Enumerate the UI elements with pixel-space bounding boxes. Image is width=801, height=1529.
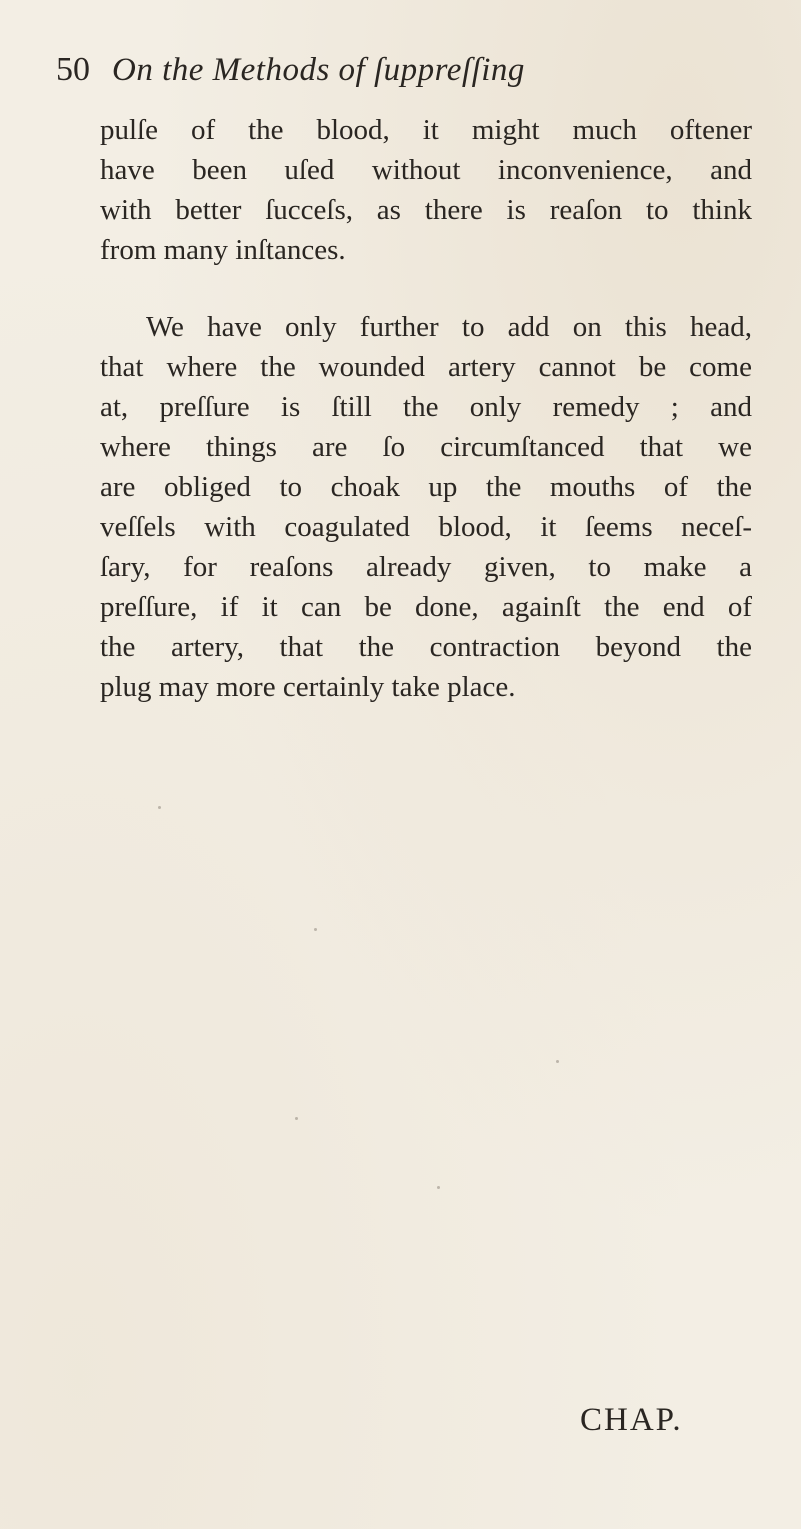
text-line: veſſels with coagulated blood, it ſeems neceſ- — [100, 511, 752, 543]
paper-speck — [437, 1186, 440, 1189]
page-number: 50 — [56, 51, 90, 88]
text-line: with better ſucceſs, as there is reaſon to think — [100, 194, 752, 226]
running-title: On the Methods of ſuppreſſing — [112, 52, 525, 88]
paper-speck — [556, 1060, 559, 1063]
text-line: We have only further to add on this head, — [146, 311, 752, 343]
text-line: that where the wounded artery cannot be come — [100, 351, 752, 383]
text-line: where things are ſo circumſtanced that we — [100, 431, 752, 463]
text-line: plug may more certainly take place. — [100, 671, 516, 703]
text-line: from many inſtances. — [100, 234, 346, 266]
text-line: at, preſſure is ſtill the only remedy ; and — [100, 391, 752, 423]
paragraph-2 — [100, 307, 752, 707]
text-line: pulſe of the blood, it might much oftener — [100, 114, 752, 146]
paper-speck — [314, 928, 317, 931]
text-line: have been uſed without inconvenience, and — [100, 154, 752, 186]
text-line: ſary, for reaſons already given, to make a — [100, 551, 752, 583]
text-line: preſſure, if it can be done, againſt the end of — [100, 591, 752, 623]
paper-speck — [295, 1117, 298, 1120]
paragraph-1 — [100, 110, 752, 270]
paper-speck — [158, 806, 161, 809]
catchword: CHAP. — [580, 1402, 683, 1438]
text-line: are obliged to choak up the mouths of the — [100, 471, 752, 503]
running-head — [56, 40, 756, 100]
text-line: the artery, that the contraction beyond the — [100, 631, 752, 663]
